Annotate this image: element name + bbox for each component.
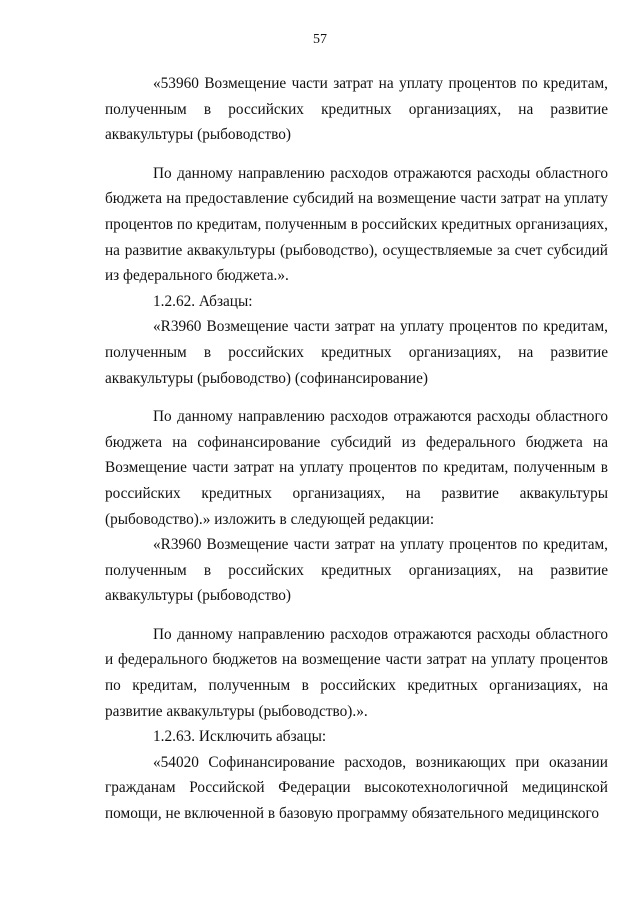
paragraph-item-1-2-62: 1.2.62. Абзацы:: [153, 292, 253, 310]
paragraph-description-r3960-old: По данному направлению расходов отражаются расходы областного бюджета на софинансирование субсидий из федерального бюджета на Возмещение части затрат на уплату процентов по кредитам, полученным в российских кредитных организациях, на развитие аквакультуры (рыбоводство).» изложить в следующей редакции:: [105, 408, 608, 528]
document-body: [105, 71, 608, 827]
paragraph-code-54020: «54020 Софинансирование расходов, возникающих при оказании гражданам Российской Федерации высокотехнологичной медицинской помощи, не включенной в базовую программу обязательного медицинского: [105, 753, 608, 823]
paragraph-description-r3960-new: По данному направлению расходов отражаются расходы областного и федерального бюджетов на возмещение части затрат на уплату процентов по кредитам, полученным в российских кредитных организациях, на развитие аквакультуры (рыбоводство).».: [105, 625, 608, 720]
page-number: 57: [313, 32, 327, 47]
paragraph-description-53960: По данному направлению расходов отражаются расходы областного бюджета на предоставление субсидий на возмещение части затрат на уплату процентов по кредитам, полученным в российских кредитных организациях, на развитие аквакультуры (рыбоводство), осуществляемые за счет субсидий из федерального бюджета.».: [105, 164, 608, 285]
paragraph-item-1-2-63: 1.2.63. Исключить абзацы:: [153, 728, 327, 746]
paragraph-code-r3960-new: «R3960 Возмещение части затрат на уплату процентов по кредитам, полученным в российских кредитных организациях, на развитие аквакультуры (рыбоводство): [105, 536, 608, 605]
paragraph-code-53960: «53960 Возмещение части затрат на уплату процентов по кредитам, полученным в российских кредитных организациях, на развитие аквакультуры (рыбоводство): [105, 75, 608, 144]
paragraph-code-r3960-old: «R3960 Возмещение части затрат на уплату процентов по кредитам, полученным в российских кредитных организациях, на развитие аквакультуры (рыбоводство) (софинансирование): [105, 318, 608, 387]
